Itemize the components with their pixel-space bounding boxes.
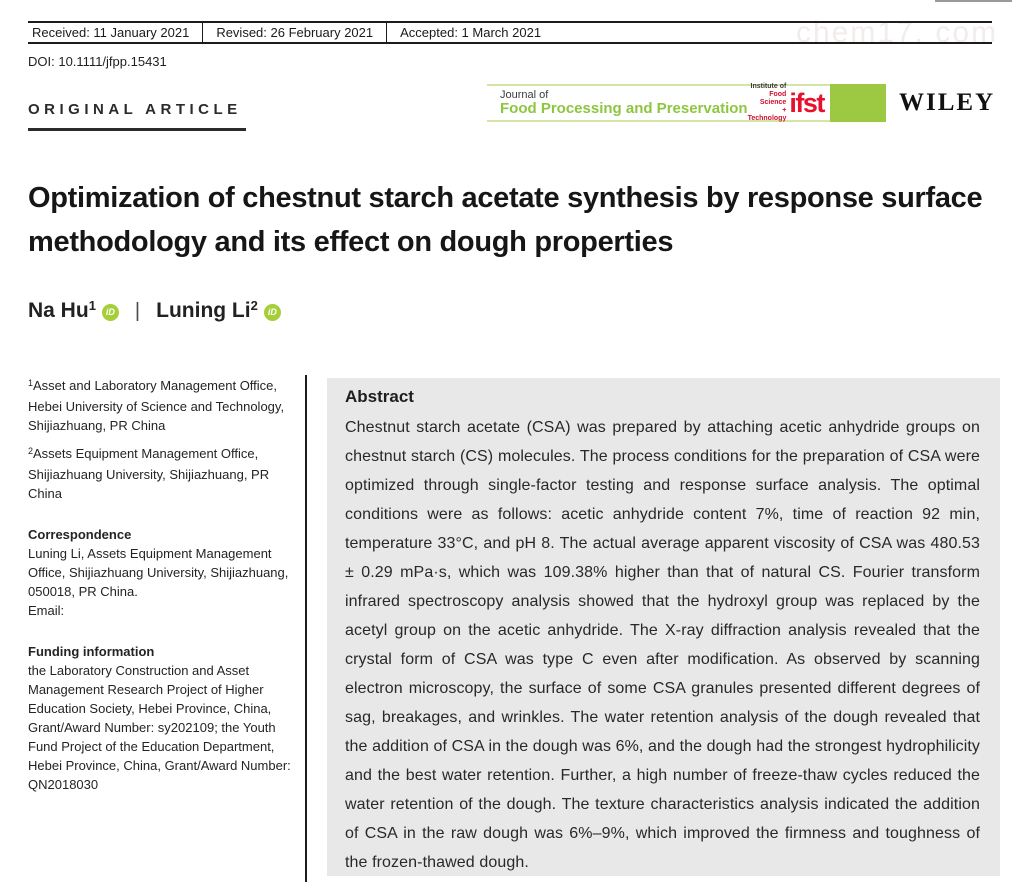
author-2 <box>156 299 281 323</box>
journal-name-line2: Food Processing and Preservation <box>500 99 748 117</box>
author-list <box>28 299 281 323</box>
funding-section <box>28 642 300 794</box>
correspondence-section <box>28 525 300 620</box>
correspondence-heading: Correspondence <box>28 527 132 542</box>
column-divider <box>305 375 307 882</box>
dates-bar <box>28 21 992 44</box>
left-column <box>28 376 300 794</box>
ifst-logo <box>748 83 824 123</box>
journal-name <box>500 89 748 118</box>
revised-date: Revised: 26 February 2021 <box>216 25 374 40</box>
ifst-logotype: ifst <box>789 87 824 118</box>
article-type-label: ORIGINAL ARTICLE <box>28 101 246 131</box>
article-title: Optimization of chestnut starch acetate synthesis by response surface methodology and its effect on dough properties <box>28 182 983 258</box>
author-2-affiliation-sup: 2 <box>250 298 258 313</box>
author-1-name: Na Hu <box>28 299 89 322</box>
journal-name-line1: Journal of <box>500 88 549 101</box>
author-separator: | <box>134 299 141 322</box>
affiliation-1-text: Asset and Laboratory Management Office, Hebei University of Science and Technology, Shijiazhuang, PR China <box>28 378 285 433</box>
banner-green-block <box>830 84 886 122</box>
journal-banner <box>487 84 886 122</box>
affiliation-2-text: Assets Equipment Management Office, Shijiazhuang University, Shijiazhuang, PR China <box>28 446 270 501</box>
correspondence-email-label: Email: <box>28 603 65 618</box>
wiley-logo: WILEY <box>899 89 996 116</box>
watermark: chem17. com <box>796 16 999 49</box>
ifst-line1: Institute of <box>750 82 787 90</box>
author-1-affiliation-sup: 1 <box>88 298 96 313</box>
affiliation-2-sup: 2 <box>28 446 34 456</box>
funding-body: the Laboratory Construction and Asset Management Research Project of Higher Education Society, Hebei Province, China, Grant/Award Number: sy202109; the Youth Fund Project of the Education Department, Hebei Province, China, Grant/Award Number: QN2018030 <box>28 663 291 792</box>
accepted-date: Accepted: 1 March 2021 <box>400 25 542 40</box>
abstract-text: Chestnut starch acetate (CSA) was prepared by attaching acetic anhydride groups on chestnut starch (CS) molecules. The process conditions for the preparation of CSA were optimized through single-factor testing and response surface analysis. The optimal conditions were as follows: acetic anhydride content 7%, time of reaction 92 min, temperature 33°C, and pH 8. The actual average apparent viscosity of CSA was 480.53 ± 0.29 mPa·s, which was 109.38% higher than that of natural CS. Fourier transform infrared spectroscopy analysis showed that the hydroxyl group was replaced by the acetyl group on the acetic anhydride. The X-ray diffraction analysis revealed that the crystal form of CSA was type C even after modification. As observed by scanning electron microscopy, the surface of some CSA granules presented different degrees of sag, breakages, and wrinkles. The water retention analysis of the dough revealed that the addition of CSA in the dough was 6%, and the dough had the strongest hydrophilicity and the best water retention. Further, a high number of freeze-thaw cycles reduced the water retention of the dough. The texture characteristics analysis indicated the addition of CSA in the raw dough was 6%–9%, which improved the firmness and toughness of the frozen-thawed dough. <box>345 419 980 871</box>
author-2-name: Luning Li <box>156 299 251 322</box>
author-1 <box>28 299 119 323</box>
ifst-line3: + Technology <box>747 107 787 123</box>
abstract-box <box>327 378 1000 876</box>
journal-logo <box>487 84 830 122</box>
affiliation-2 <box>28 444 300 503</box>
affiliation-1 <box>28 376 300 435</box>
affiliation-1-sup: 1 <box>28 378 34 388</box>
ifst-line2: Food Science <box>759 90 787 106</box>
received-date: Received: 11 January 2021 <box>32 25 190 40</box>
funding-heading: Funding information <box>28 644 155 659</box>
doi: DOI: 10.1111/jfpp.15431 <box>28 54 167 69</box>
orcid-icon[interactable]: iD <box>264 304 281 321</box>
page-corner-line <box>935 0 1012 2</box>
orcid-icon[interactable]: iD <box>102 304 119 321</box>
ifst-wordmark <box>748 83 787 123</box>
abstract-heading: Abstract <box>345 387 414 406</box>
correspondence-body: Luning Li, Assets Equipment Management Office, Shijiazhuang University, Shijiazhuang, 050018, PR China. <box>28 546 289 599</box>
